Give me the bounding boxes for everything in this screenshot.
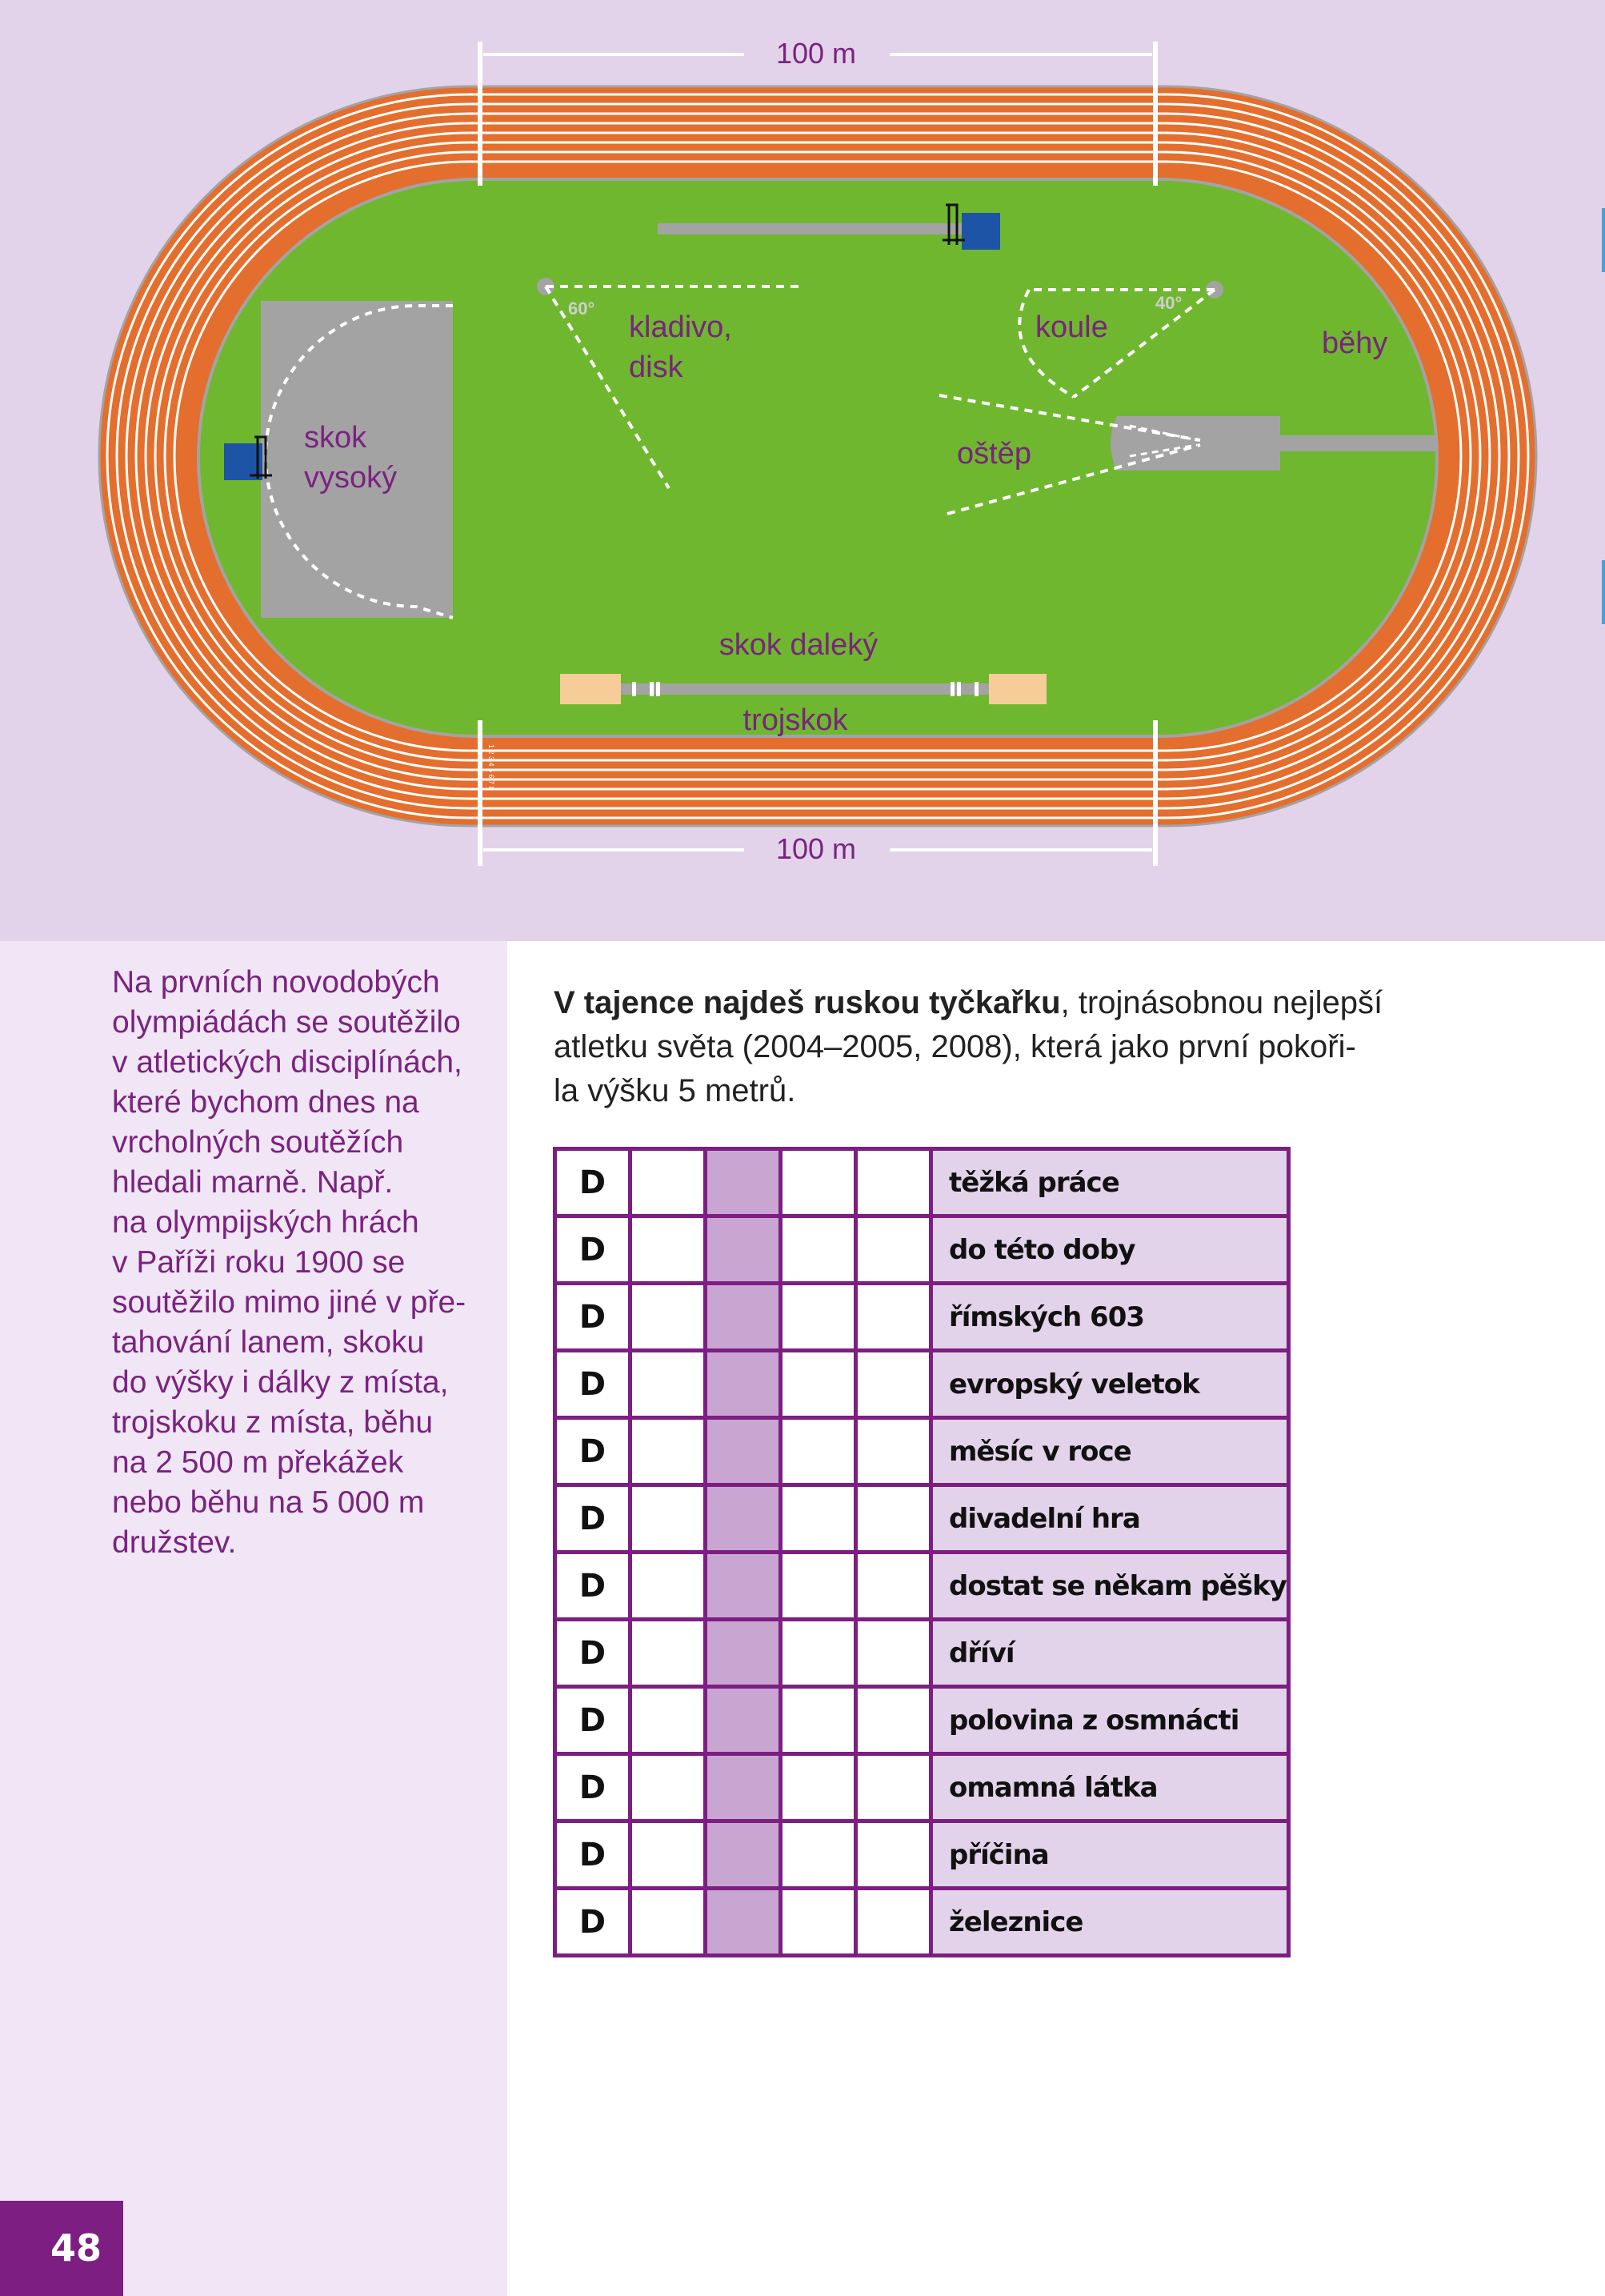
secret-cell[interactable] [706,1620,781,1687]
secret-cell[interactable] [706,1889,781,1956]
secret-cell[interactable] [706,1216,781,1284]
clue: dostat se někam pěšky [931,1553,1289,1620]
answer-cell[interactable] [856,1687,931,1754]
crossword-row [555,1687,1289,1754]
crossword-row [555,1418,1289,1485]
answer-cell[interactable] [781,1284,856,1351]
start-letter: D [555,1821,630,1889]
label-behy: běhy [1322,327,1388,360]
answer-cell[interactable] [781,1216,856,1284]
crossword-row [555,1284,1289,1351]
start-letter: D [555,1754,630,1821]
sidebar-line: tahování lanem, skoku [112,1325,425,1360]
answer-cell[interactable] [856,1216,931,1284]
start-letter: D [555,1889,630,1956]
answer-cell[interactable] [630,1620,706,1687]
stadium-diagram-panel [0,0,1605,941]
sidebar-line: nebo běhu na 5 000 m [112,1485,425,1520]
clue: těžká práce [931,1149,1289,1216]
instructions-bold: V tajence najdeš ruskou tyčkařku [554,985,1061,1020]
sidebar-line: na olympijských hrách [112,1205,419,1240]
crossword-row [555,1351,1289,1418]
secret-cell[interactable] [706,1553,781,1620]
measure-bottom-label: 100 m [775,832,857,865]
answer-cell[interactable] [856,1754,931,1821]
angle-40-label: 40° [1155,293,1183,313]
answer-cell[interactable] [856,1149,931,1216]
answer-cell[interactable] [856,1418,931,1485]
answer-cell[interactable] [856,1821,931,1889]
crossword-row [555,1889,1289,1956]
answer-cell[interactable] [630,1821,706,1889]
start-letter: D [555,1620,630,1687]
crossword-row [555,1149,1289,1216]
puzzle-instructions [554,981,1514,1113]
answer-cell[interactable] [630,1687,706,1754]
clue: polovina z osmnácti [931,1687,1289,1754]
answer-cell[interactable] [630,1418,706,1485]
label-koule: koule [1035,311,1108,344]
label-skok-vysoky-1: skok [304,421,367,455]
answer-cell[interactable] [630,1284,706,1351]
clue: měsíc v roce [931,1418,1289,1485]
answer-cell[interactable] [856,1620,931,1687]
stadium-diagram [0,0,1605,941]
clue: římských 603 [931,1284,1289,1351]
answer-cell[interactable] [781,1351,856,1418]
sidebar-line: Na prvních novodobých [112,965,440,1000]
answer-cell[interactable] [781,1620,856,1687]
answer-cell[interactable] [781,1149,856,1216]
sidebar-line: v Paříži roku 1900 se [112,1245,406,1280]
answer-cell[interactable] [630,1485,706,1553]
secret-cell[interactable] [706,1687,781,1754]
answer-cell[interactable] [856,1284,931,1351]
start-letter: D [555,1418,630,1485]
angle-60-label: 60° [568,299,595,319]
start-letter: D [555,1485,630,1553]
answer-cell[interactable] [781,1485,856,1553]
crossword-row [555,1620,1289,1687]
sidebar-line: hledali marně. Např. [112,1165,394,1200]
answer-cell[interactable] [856,1351,931,1418]
instructions-line1: , trojnásobnou nejlepší [1060,985,1383,1020]
high-jump-area [261,301,453,618]
answer-cell[interactable] [630,1149,706,1216]
answer-cell[interactable] [630,1351,706,1418]
clue: dříví [931,1620,1289,1687]
measure-top-label: 100 m [775,37,857,70]
answer-cell[interactable] [630,1754,706,1821]
clue: do této doby [931,1216,1289,1284]
start-letter: D [555,1216,630,1284]
answer-cell[interactable] [781,1553,856,1620]
secret-cell[interactable] [706,1284,781,1351]
sidebar-line: soutěžilo mimo jiné v pře- [112,1285,466,1320]
clue: divadelní hra [931,1485,1289,1553]
crossword-row [555,1485,1289,1553]
answer-cell[interactable] [630,1216,706,1284]
answer-cell[interactable] [856,1553,931,1620]
secret-cell[interactable] [706,1485,781,1553]
label-skok-daleky: skok daleký [718,628,879,662]
crossword-row [555,1553,1289,1620]
sidebar-line: na 2 500 m překážek [112,1445,404,1480]
secret-cell[interactable] [706,1149,781,1216]
label-kladivo: kladivo, [629,311,732,344]
instructions-line2: atletku světa (2004–2005, 2008), která jako první pokoři- [554,1029,1356,1064]
start-letter: D [555,1351,630,1418]
label-disk: disk [629,351,683,384]
sidebar-text [112,963,488,1563]
secret-cell[interactable] [706,1418,781,1485]
start-letter: D [555,1149,630,1216]
sidebar-line: vrcholných soutěžích [112,1125,404,1160]
answer-cell[interactable] [781,1754,856,1821]
answer-cell[interactable] [856,1889,931,1956]
clue: železnice [931,1889,1289,1956]
label-skok-vysoky-2: vysoký [304,461,398,495]
answer-cell[interactable] [630,1889,706,1956]
sidebar-line: družstev. [112,1525,237,1560]
crossword-row [555,1821,1289,1889]
lane-numbers: 1 2 3 4 5 6 7 8 [487,744,495,791]
sidebar-line: v atletických disciplínách, [112,1045,462,1080]
clue: příčina [931,1821,1289,1889]
crossword-row [555,1754,1289,1821]
page-number: 48 [50,2226,102,2270]
answer-cell[interactable] [781,1821,856,1889]
crossword-grid [553,1147,1291,1957]
sidebar-line: trojskoku z místa, běhu [112,1405,434,1440]
start-letter: D [555,1553,630,1620]
instructions-line3: la výšku 5 metrů. [554,1073,796,1108]
sidebar-line: které bychom dnes na [112,1085,419,1120]
clue: omamná látka [931,1754,1289,1821]
crossword-row [555,1216,1289,1284]
start-letter: D [555,1687,630,1754]
secret-cell[interactable] [706,1821,781,1889]
answer-cell[interactable] [781,1889,856,1956]
answer-cell[interactable] [856,1485,931,1553]
secret-cell[interactable] [706,1754,781,1821]
label-trojskok: trojskok [742,703,848,737]
label-ostep: oštěp [957,437,1031,471]
answer-cell[interactable] [781,1418,856,1485]
start-letter: D [555,1284,630,1351]
answer-cell[interactable] [630,1553,706,1620]
secret-cell[interactable] [706,1351,781,1418]
clue: evropský veletok [931,1351,1289,1418]
sidebar-line: do výšky i dálky z místa, [112,1365,449,1400]
sidebar-line: olympiádách se soutěžilo [112,1005,461,1040]
answer-cell[interactable] [781,1687,856,1754]
